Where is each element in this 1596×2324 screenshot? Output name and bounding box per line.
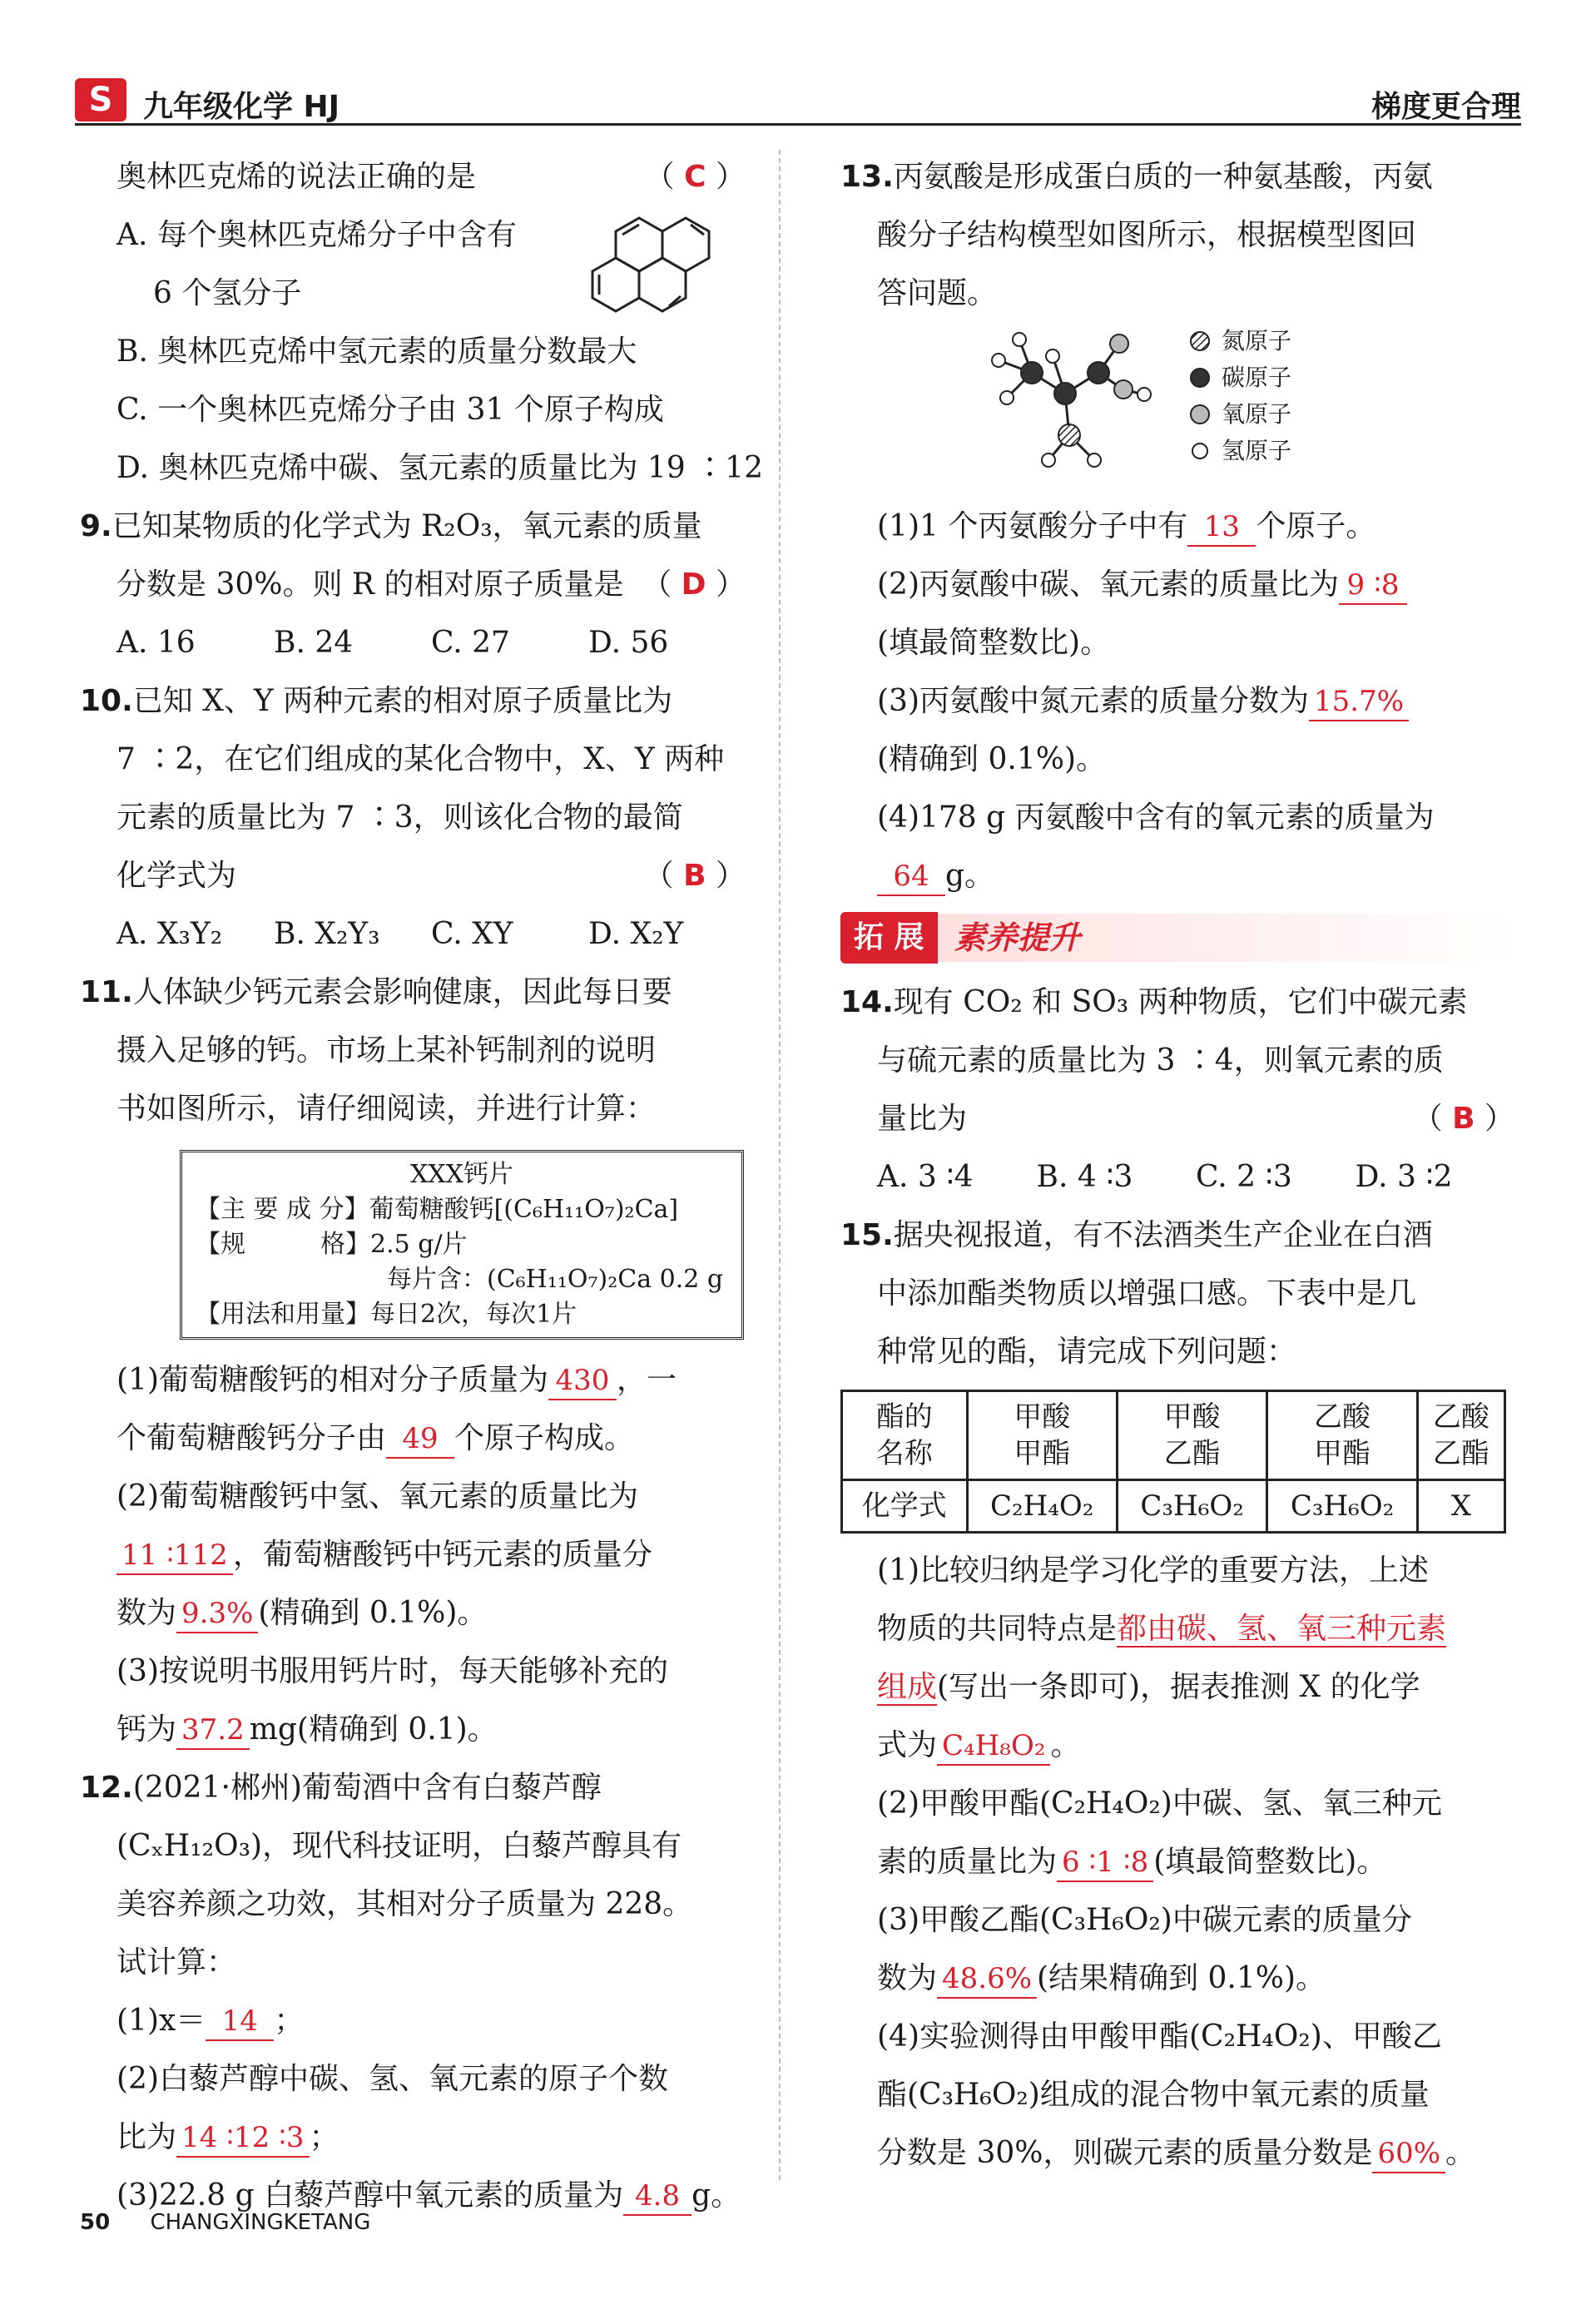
q14-options bbox=[840, 1148, 1514, 1207]
q12-answer-1: 14 bbox=[206, 2003, 274, 2041]
q15-line3: 种常见的酯，请完成下列问题： bbox=[877, 1335, 1297, 1369]
hydrogen-atom-2 bbox=[1013, 333, 1026, 346]
q15-number: 15. bbox=[840, 1218, 894, 1252]
q12-part3: (3)22.8 g 白藜芦醇中氧元素的质量为 4.8 g。 bbox=[80, 2167, 746, 2225]
q13-answer-3: 15.7% bbox=[1309, 683, 1409, 721]
q11-part2: (2)葡萄糖酸钙中氢、氧元素的质量比为 bbox=[116, 1479, 638, 1514]
table-cell: C₃H₆O₂ bbox=[1267, 1480, 1417, 1533]
q10-line2: 7 ∶2，在它们组成的某化合物中，X、Y 两种 bbox=[116, 742, 725, 776]
q13-part3: (3)丙氨酸中氮元素的质量分数为 15.7% bbox=[840, 672, 1514, 731]
right-column bbox=[840, 148, 1514, 2183]
q8-option-a-cont: 6 个氢分子 bbox=[153, 276, 302, 310]
q9-option-a: A. 16 bbox=[116, 626, 196, 660]
label-content: 每片含：(C₆H₁₁O₇)₂Ca 0.2 g bbox=[387, 1265, 724, 1294]
q10-line4: 化学式为 （ B ） bbox=[80, 847, 746, 905]
q15-answer-1b: 组成 bbox=[877, 1670, 938, 1704]
q13-number: 13. bbox=[840, 160, 894, 194]
q14-answer-paren: （ B ） bbox=[1412, 1102, 1514, 1136]
q14-option-d: D. 3 ∶2 bbox=[1355, 1160, 1453, 1194]
q10-number: 10. bbox=[80, 684, 133, 718]
q10-line3: 元素的质量比为 7 ∶3，则该化合物的最简 bbox=[116, 800, 683, 835]
hydrogen-atom-3 bbox=[1000, 391, 1014, 404]
oxygen-atom-1 bbox=[1110, 334, 1128, 353]
q10-answer-paren: （ B ） bbox=[643, 859, 746, 893]
table-cell: 化学式 bbox=[842, 1480, 968, 1533]
q15-part1-end: 式为 C₄H₈O₂ 。 bbox=[840, 1717, 1514, 1775]
q14-answer: B bbox=[1452, 1102, 1475, 1136]
q14-option-a: A. 3 ∶4 bbox=[877, 1160, 974, 1194]
q11-part1: (1)葡萄糖酸钙的相对分子质量为 430 ，一 bbox=[80, 1351, 746, 1410]
carbon-atom-1 bbox=[1021, 362, 1043, 384]
table-cell: 酯的 名称 bbox=[842, 1391, 968, 1480]
nitrogen-atom bbox=[1058, 424, 1080, 446]
q12-line2: (CₓH₁₂O₃)，现代科技证明，白藜芦醇具有 bbox=[116, 1829, 682, 1863]
ester-table bbox=[840, 1390, 1506, 1534]
alanine-model-area bbox=[840, 323, 1514, 498]
q13-answer-2: 9 ∶8 bbox=[1339, 567, 1407, 605]
banner-title: 素养提升 bbox=[938, 914, 1514, 962]
q10-options bbox=[80, 905, 746, 964]
q10-option-b: B. X₂Y₃ bbox=[274, 917, 380, 951]
supplement-label bbox=[180, 1150, 744, 1340]
q12-line3: 美容养颜之功效，其相对分子质量为 228。 bbox=[116, 1887, 693, 1921]
q14-number: 14. bbox=[840, 985, 894, 1019]
q13-part2-cont: (填最简整数比)。 bbox=[877, 626, 1111, 660]
q15-part2: (2)甲酸甲酯(C₂H₄O₂)中碳、氢、氧三种元 bbox=[877, 1786, 1442, 1821]
q11-part3: (3)按说明书服用钙片时，每天能够补充的 bbox=[116, 1654, 668, 1688]
q10-answer: B bbox=[683, 859, 706, 893]
page-number: 50 bbox=[80, 2210, 111, 2235]
page-header bbox=[75, 77, 1521, 126]
q11-part2-cont: 11 ∶112 ，葡萄糖酸钙中钙元素的质量分 bbox=[80, 1526, 746, 1584]
q12-answer-2: 14 ∶12 ∶3 bbox=[176, 2119, 309, 2158]
olympicene-structure-diagram bbox=[582, 206, 741, 323]
footer-brand: CHANGXINGKETANG bbox=[150, 2210, 371, 2235]
table-row bbox=[842, 1391, 1505, 1480]
legend-hydrogen: 氢原子 bbox=[1222, 437, 1292, 464]
q15-part2-cont: 素的质量比为 6 ∶1 ∶8 (填最简整数比)。 bbox=[840, 1833, 1514, 1891]
q8-stem: 奥林匹克烯的说法正确的是 （ C ） bbox=[80, 148, 746, 206]
q11-line3: 书如图所示，请仔细阅读，并进行计算： bbox=[116, 1092, 657, 1126]
q11-part3-cont: 钙为 37.2 mg(精确到 0.1)。 bbox=[80, 1701, 746, 1759]
q11-answer-3: 11 ∶112 bbox=[116, 1537, 233, 1575]
q14-option-c: C. 2 ∶3 bbox=[1196, 1160, 1292, 1194]
alanine-model-diagram bbox=[974, 323, 1356, 498]
q8-option-d: D. 奥林匹克烯中碳、氢元素的质量比为 19 ∶12 bbox=[116, 451, 763, 485]
q15-part4-cont: 酯(C₃H₆O₂)组成的混合物中氧元素的质量 bbox=[877, 2078, 1430, 2112]
q15-part3-cont: 数为 48.6% (结果精确到 0.1%)。 bbox=[840, 1950, 1514, 2008]
label-ingredient: 【主 要 成 分】葡萄糖酸钙[(C₆H₁₁O₇)₂Ca] bbox=[196, 1195, 679, 1224]
q9-line1: 9.已知某物质的化学式为 R₂O₃，氧元素的质量 bbox=[80, 509, 702, 543]
q15-part3: (3)甲酸乙酯(C₃H₆O₂)中碳元素的质量分 bbox=[877, 1903, 1412, 1937]
q11-line1: 11.人体缺少钙元素会影响健康，因此每日要 bbox=[80, 975, 672, 1009]
q10-option-c: C. XY bbox=[431, 917, 513, 951]
label-title: XXX钙片 bbox=[409, 1160, 514, 1189]
q12-line1: 12.(2021·郴州)葡萄酒中含有白藜芦醇 bbox=[80, 1771, 602, 1805]
q9-options bbox=[80, 614, 746, 672]
q15-part4: (4)实验测得由甲酸甲酯(C₂H₄O₂)、甲酸乙 bbox=[877, 2019, 1442, 2054]
q13-line1: 13.丙氨酸是形成蛋白质的一种氨基酸，丙氨 bbox=[840, 160, 1433, 194]
q11-line2: 摄入足够的钙。市场上某补钙制剂的说明 bbox=[116, 1033, 657, 1068]
q12-part2-cont: 比为 14 ∶12 ∶3 ； bbox=[80, 2108, 746, 2167]
q8-option-c: C. 一个奥林匹克烯分子由 31 个原子构成 bbox=[116, 393, 664, 427]
q12-line4: 试计算： bbox=[116, 1945, 237, 1980]
q9-answer: D bbox=[681, 567, 706, 602]
q10-option-a: A. X₃Y₂ bbox=[116, 917, 223, 951]
hydrogen-atom-1 bbox=[992, 354, 1005, 367]
q8-answer: C bbox=[684, 160, 706, 194]
q15-line2: 中添加酯类物质以增强口感。下表中是几 bbox=[877, 1276, 1417, 1311]
q10-line1: 10.已知 X、Y 两种元素的相对原子质量比为 bbox=[80, 684, 673, 718]
q15-answer-4: 48.6% bbox=[937, 1960, 1037, 1999]
q14-line1: 14.现有 CO₂ 和 SO₃ 两种物质，它们中碳元素 bbox=[840, 985, 1468, 1019]
carbon-atom-3 bbox=[1088, 362, 1109, 384]
q14-option-b: B. 4 ∶3 bbox=[1036, 1160, 1133, 1194]
q13-answer-1: 13 bbox=[1187, 508, 1256, 547]
q13-answer-4: 64 bbox=[877, 858, 945, 896]
legend-oxygen: 氧原子 bbox=[1222, 400, 1292, 428]
q15-part1-cont2: 组成(写出一条即可)，据表推测 X 的化学 bbox=[877, 1670, 1420, 1704]
series-title: 梯度更合理 bbox=[1370, 90, 1521, 124]
hydrogen-atom-6 bbox=[1042, 453, 1055, 467]
q14-line2: 与硫元素的质量比为 3 ∶4，则氧元素的质 bbox=[877, 1043, 1444, 1078]
hydrogen-atom-5 bbox=[1138, 388, 1151, 401]
atom-legend bbox=[1222, 323, 1291, 469]
q12-answer-3: 4.8 bbox=[623, 2178, 691, 2216]
carbon-atom-2 bbox=[1054, 383, 1076, 404]
q11-answer-2: 49 bbox=[386, 1420, 454, 1459]
oxygen-atom-2 bbox=[1114, 380, 1133, 399]
table-cell: 乙酸 甲酯 bbox=[1267, 1391, 1417, 1480]
q13-line2: 酸分子结构模型如图所示，根据模型图回 bbox=[877, 218, 1417, 252]
q15-answer-3: 6 ∶1 ∶8 bbox=[1057, 1844, 1153, 1882]
q13-part4-cont: 64 g。 bbox=[840, 847, 1514, 905]
section-banner bbox=[840, 910, 1514, 965]
q11-part1-cont: 个葡萄糖酸钙分子由 49 个原子构成。 bbox=[80, 1410, 746, 1468]
table-row bbox=[842, 1480, 1505, 1533]
legend-nitrogen: 氮原子 bbox=[1222, 327, 1292, 354]
table-cell: X bbox=[1417, 1480, 1504, 1533]
q10-option-d: D. X₂Y bbox=[588, 917, 684, 951]
table-cell: 乙酸 乙酯 bbox=[1417, 1391, 1504, 1480]
q9-answer-paren: （ D ） bbox=[642, 567, 746, 602]
q12-part2: (2)白藜芦醇中碳、氢、氧元素的原子个数 bbox=[116, 2062, 668, 2096]
q11-part2-end: 数为 9.3% (精确到 0.1%)。 bbox=[80, 1584, 746, 1643]
publisher-logo: S bbox=[75, 78, 126, 121]
legend-carbon: 碳原子 bbox=[1222, 364, 1292, 391]
table-cell: C₂H₄O₂ bbox=[967, 1480, 1117, 1533]
q9-option-c: C. 27 bbox=[431, 626, 510, 660]
hydrogen-atom-4 bbox=[1046, 349, 1059, 363]
banner-tag: 拓 展 bbox=[840, 912, 938, 964]
q8-answer-paren: （ C ） bbox=[644, 160, 746, 194]
hydrogen-atom-7 bbox=[1088, 453, 1101, 467]
q12-number: 12. bbox=[80, 1771, 133, 1805]
q13-part1: (1)1 个丙氨酸分子中有 13 个原子。 bbox=[840, 498, 1514, 556]
q8-option-a: A. 每个奥林匹克烯分子中含有 bbox=[116, 218, 517, 252]
q14-line3: 量比为 （ B ） bbox=[840, 1090, 1514, 1148]
q11-number: 11. bbox=[80, 975, 133, 1009]
q15-answer-1a: 都由碳、氢、氧三种元素 bbox=[1117, 1612, 1447, 1646]
header-rule bbox=[75, 123, 1521, 126]
q15-part4-end: 分数是 30%，则碳元素的质量分数是 60% 。 bbox=[840, 2124, 1514, 2183]
q15-part1-cont: 物质的共同特点是都由碳、氢、氧三种元素 bbox=[877, 1612, 1447, 1646]
q13-part4: (4)178 g 丙氨酸中含有的氧元素的质量为 bbox=[877, 800, 1435, 835]
table-cell: C₃H₆O₂ bbox=[1117, 1480, 1266, 1533]
q9-line2: 分数是 30%。则 R 的相对原子质量是 （ D ） bbox=[80, 556, 746, 614]
column-divider bbox=[779, 150, 781, 2180]
q15-answer-5: 60% bbox=[1372, 2135, 1445, 2173]
q15-answer-2: C₄H₈O₂ bbox=[937, 1727, 1050, 1766]
q11-answer-5: 37.2 bbox=[176, 1712, 250, 1750]
q8-option-b: B. 奥林匹克烯中氢元素的质量分数最大 bbox=[116, 334, 637, 369]
q13-part2: (2)丙氨酸中碳、氧元素的质量比为 9 ∶8 bbox=[840, 556, 1514, 614]
table-cell: 甲酸 甲酯 bbox=[967, 1391, 1117, 1480]
label-spec: 【规 格】2.5 g/片 bbox=[196, 1230, 468, 1259]
q13-part3-cont: (精确到 0.1%)。 bbox=[877, 742, 1106, 776]
left-column bbox=[80, 148, 763, 2225]
q15-line1: 15.据央视报道，有不法酒类生产企业在白酒 bbox=[840, 1218, 1433, 1252]
q12-part1: (1)x＝ 14 ； bbox=[80, 1992, 746, 2050]
q9-option-d: D. 56 bbox=[588, 626, 669, 660]
q9-number: 9. bbox=[80, 509, 112, 543]
book-title: 九年级化学 HJ bbox=[143, 90, 340, 124]
q11-answer-1: 430 bbox=[548, 1362, 617, 1400]
label-dosage: 【用法和用量】每日2次，每次1片 bbox=[196, 1300, 577, 1329]
q11-answer-4: 9.3% bbox=[176, 1595, 258, 1633]
q13-line3: 答问题。 bbox=[877, 276, 998, 310]
q9-option-b: B. 24 bbox=[274, 626, 354, 660]
q15-part1: (1)比较归纳是学习化学的重要方法，上述 bbox=[877, 1553, 1429, 1588]
table-cell: 甲酸 乙酯 bbox=[1117, 1391, 1266, 1480]
page-footer bbox=[80, 2210, 370, 2235]
